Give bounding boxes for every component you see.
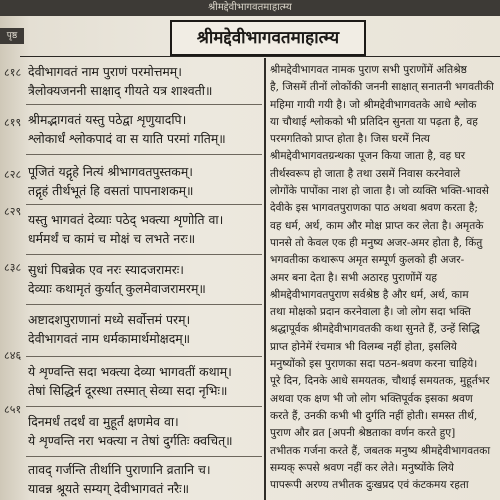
verse-separator (26, 356, 262, 357)
paragraph-line: तीर्थस्वरूप हो जाता है तथा उसमें निवास करनेवाले (270, 167, 461, 180)
verse-separator (26, 204, 262, 205)
verse-number: ८३८ (4, 261, 22, 274)
paragraph-line: श्रीमद्देवीभागवतग्रन्थका पूजन किया जाता है, वह घर (270, 150, 466, 163)
verse-line: सुधां पिबन्नेक एव नरः स्यादजरामरः। (28, 262, 184, 277)
verse-number: ८२८ (4, 168, 22, 181)
verse-separator (26, 304, 262, 305)
paragraph-line: महिमा गायी गयी है। जो श्रीमद्देवीभागवतके आधे श्लोक (270, 98, 477, 111)
verse-line: यावन्न श्रूयते सम्यग् देवीभागवतं नरैः॥ (28, 481, 190, 496)
paragraph-line: लोगोंके पापोंका नाश हो जाता है। जो व्यक्ति भक्ति-भावसे (270, 185, 489, 198)
paragraph-line: श्रद्धापूर्वक श्रीमद्देवीभागवतकी कथा सुनते हैं, उन्हें सिद्धि (270, 323, 480, 336)
verse-line: श्लोकार्धं श्लोकपादं वा स याति परमां गतिम्॥ (28, 131, 226, 146)
verse-number: ८५१ (4, 403, 22, 416)
paragraph-line: सम्यक् रूपसे श्रवण नहीं कर लेते। मनुष्योंके लिये (270, 461, 454, 474)
verse-line: धर्ममर्थं च कामं च मोक्षं च लभते नरः॥ (28, 231, 196, 246)
verse-line: त्रैलोक्यजननी साक्षाद् गीयते यत्र शाश्वती॥ (28, 83, 213, 98)
paragraph-line: पानसे तो केवल एक ही मनुष्य अजर-अमर होता है, किंतु (270, 236, 483, 249)
verse-separator (26, 254, 262, 255)
sanskrit-verses-column (0, 58, 262, 500)
verse-separator (26, 104, 262, 105)
paragraph-line: या चौथाई श्लोकको भी प्रतिदिन सुनता या पढ़ता है, वह (270, 115, 478, 128)
paragraph-line: तथा मोक्षको प्रदान करनेवाला है। जो लोग सदा भक्ति (270, 306, 471, 319)
paragraph-line: अमर बना देता है। सभी अठारह पुराणोंमें यह (270, 271, 437, 284)
verse-line: तद्गृहं तीर्थभूतं हि वसतां पापनाशकम्॥ (28, 183, 194, 198)
verse-line: ये शृण्वन्ति नरा भक्त्या न तेषां दुर्गतिः क्वचित्॥ (28, 433, 233, 448)
verse-number: ८२९ (4, 205, 22, 218)
paragraph-line: तभीतक गर्जना करते हैं, जबतक मनुष्य श्रीमद्देवीभागवतका (270, 444, 491, 457)
paragraph-line: पूरे दिन, दिनके आधे समयतक, चौथाई समयतक, मुहूर्तभर (270, 375, 490, 388)
hindi-translation-column (270, 62, 496, 500)
verse-number: ८४६ (4, 349, 22, 362)
page-side-label: पृष्ठ (0, 28, 24, 44)
paragraph-line: अथवा एक क्षण भी जो लोग भक्तिपूर्वक इसका श्रवण (270, 392, 473, 405)
verse-separator (26, 456, 262, 457)
paragraph-line: श्रीमद्देवीभागवत नामक पुराण सभी पुराणोंमें अतिश्रेष्ठ (270, 64, 467, 76)
paragraph-line: परमगतिको प्राप्त होता है। जिस घरमें नित्य (270, 133, 430, 146)
verse-separator (26, 406, 262, 407)
verse-line: देव्याः कथामृतं कुर्यात् कुलमेवाजरामरम्॥ (28, 281, 206, 296)
paragraph-line: पापरूपी अरण्य तभीतक दुःखप्रद एवं कंटकमय रहता (270, 479, 469, 492)
header-rule (20, 56, 500, 57)
page-title: श्रीमद्देवीभागवतमाहात्म्य (170, 20, 366, 56)
paragraph-line: प्राप्त होनेमें रंचमात्र भी विलम्ब नहीं होता, इसलिये (270, 340, 457, 353)
paragraph-line: करते हैं, उनकी कभी भी दुर्गति नहीं होती। समस्त तीर्थ, (270, 409, 478, 422)
verse-line: देवीभागवतं नाम धर्मकामार्थमोक्षदम्॥ (28, 331, 191, 346)
verse-line: ये शृण्वन्ति सदा भक्त्या देव्या भागवतीं कथाम्। (28, 364, 232, 379)
paragraph-line: मनुष्योंको इस पुराणका सदा पठन-श्रवण करना चाहिये। (270, 358, 478, 371)
paragraph-line: पुराण और व्रत [अपनी श्रेष्ठताका वर्णन करते हुए] (270, 427, 456, 440)
verse-line: तावद् गर्जन्ति तीर्थानि पुराणानि व्रतानि च। (28, 462, 211, 477)
verse-line: अष्टादशपुराणानां मध्ये सर्वोत्तमं परम्। (28, 312, 191, 327)
running-head: श्रीमद्देवीभागवतमाहात्म्य (0, 0, 500, 16)
verse-line: देवीभागवतं नाम पुराणं परमोत्तमम्। (28, 64, 182, 79)
paragraph-line: है, जिसमें तीनों लोकोंकी जननी साक्षात् सनातनी भगवतीकी (270, 81, 494, 94)
paragraph-line: वह धर्म, अर्थ, काम और मोक्ष प्राप्त कर लेता है। अमृतके (270, 219, 484, 232)
verse-line: दिनमर्धं तदर्धं वा मुहूर्तं क्षणमेव वा। (28, 414, 179, 429)
verse-line: तेषां सिद्धिर्न दूरस्था तस्मात् सेव्या सदा नृभिः॥ (28, 383, 228, 398)
verse-line: यस्तु भागवतं देव्याः पठेद् भक्त्या शृणोति वा। (28, 212, 224, 227)
paragraph-line: देवीके इस भागवतपुराणका पाठ अथवा श्रवण करता है; (270, 202, 478, 215)
column-divider (264, 58, 266, 500)
paragraph-line: भगवतीका कथारूप अमृत सम्पूर्ण कुलको ही अजर- (270, 254, 465, 267)
verse-line: श्रीमद्भागवतं यस्तु पठेद्वा शृणुयादपि। (28, 112, 187, 127)
paragraph-line: श्रीमद्देवीभागवतपुराण सर्वश्रेष्ठ है और धर्म, अर्थ, काम (270, 288, 469, 301)
verse-separator (26, 154, 262, 155)
verse-number: ८१८ (4, 66, 22, 79)
verse-line: पूजितं यद्गृहे नित्यं श्रीभागवतपुस्तकम्। (28, 164, 193, 179)
verse-number: ८१९ (4, 116, 22, 129)
